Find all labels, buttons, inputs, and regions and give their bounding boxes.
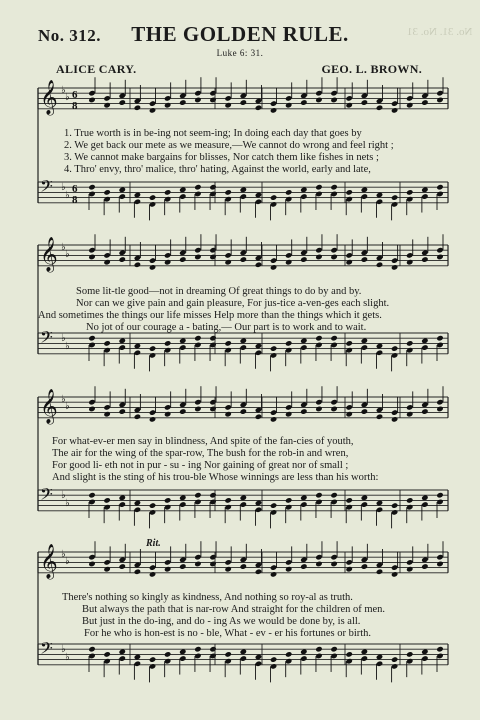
note-head xyxy=(164,411,171,417)
note-head xyxy=(209,335,216,341)
note-head xyxy=(103,411,110,417)
note-head xyxy=(270,194,277,200)
lyric-line: 4. Thro' envy, thro' malice, thro' hating, Against the world, early and late, xyxy=(64,164,371,175)
note-head xyxy=(436,406,443,412)
note-head xyxy=(134,569,141,575)
note-head xyxy=(103,651,110,657)
note-head xyxy=(270,345,277,351)
key-signature-flat: ♭ xyxy=(65,556,70,567)
time-signature-top: 6 xyxy=(72,89,78,101)
note-head xyxy=(436,646,443,652)
note-head xyxy=(209,406,216,412)
note-head xyxy=(346,566,353,572)
note-head xyxy=(224,651,231,657)
note-head xyxy=(346,259,353,265)
note-head xyxy=(436,492,443,498)
note-head xyxy=(361,563,368,569)
note-head xyxy=(376,414,383,420)
note-head xyxy=(103,259,110,265)
note-head xyxy=(346,340,353,346)
note-head xyxy=(346,497,353,503)
note-head xyxy=(346,102,353,108)
key-signature-flat: ♭ xyxy=(65,190,70,201)
note-head xyxy=(436,254,443,260)
note-head xyxy=(255,262,262,268)
note-head xyxy=(330,406,337,412)
bass-clef: 𝄢 xyxy=(40,327,53,351)
note-head xyxy=(224,497,231,503)
lyric-line: For what-ev-er men say in blindness, And spite of the fan-cies of youth, xyxy=(52,436,354,447)
note-head xyxy=(315,492,322,498)
note-head xyxy=(346,189,353,195)
key-signature-flat: ♭ xyxy=(61,333,66,344)
key-signature-flat: ♭ xyxy=(61,242,66,253)
key-signature-flat: ♭ xyxy=(61,394,66,405)
note-head xyxy=(134,105,141,111)
note-head xyxy=(376,105,383,111)
note-head xyxy=(194,254,201,260)
hymn-number: No. 312. xyxy=(38,26,102,45)
lyric-line: 1. True worth is in be-ing not seem-ing; In doing each day that goes by xyxy=(64,128,362,139)
note-head xyxy=(209,97,216,103)
note-head xyxy=(240,408,247,414)
note-head xyxy=(285,651,292,657)
note-head xyxy=(285,259,292,265)
note-head xyxy=(285,340,292,346)
hymn-title: THE GOLDEN RULE. xyxy=(131,22,349,46)
note-head xyxy=(88,406,95,412)
note-head xyxy=(361,408,368,414)
note-head xyxy=(209,254,216,260)
note-head xyxy=(406,189,413,195)
key-signature-flat: ♭ xyxy=(61,182,66,193)
note-head xyxy=(270,656,277,662)
note-head xyxy=(149,345,156,351)
note-head xyxy=(194,184,201,190)
note-head xyxy=(164,102,171,108)
note-head xyxy=(103,340,110,346)
note-head xyxy=(149,502,156,508)
note-head xyxy=(194,492,201,498)
note-head xyxy=(194,646,201,652)
note-head xyxy=(179,99,186,105)
key-signature-flat: ♭ xyxy=(65,92,70,103)
note-head xyxy=(209,184,216,190)
note-head xyxy=(376,262,383,268)
note-head xyxy=(88,97,95,103)
note-head xyxy=(391,416,398,422)
note-head xyxy=(270,571,277,577)
note-head xyxy=(224,102,231,108)
note-head xyxy=(149,194,156,200)
note-head xyxy=(88,561,95,567)
note-head xyxy=(436,184,443,190)
scripture-reference: Luke 6: 31. xyxy=(216,48,264,58)
note-head xyxy=(421,408,428,414)
note-head xyxy=(179,563,186,569)
key-signature-flat: ♭ xyxy=(61,490,66,501)
time-signature-bottom: 8 xyxy=(72,100,78,112)
lyricist-credit: ALICE CARY. xyxy=(56,62,137,76)
note-head xyxy=(391,502,398,508)
lyric-line: There's nothing so kingly as kindness, And nothing so roy-al as truth. xyxy=(62,592,353,603)
note-head xyxy=(406,566,413,572)
note-head xyxy=(330,97,337,103)
note-head xyxy=(103,189,110,195)
lyric-line: 2. We get back our mete as we measure,—We cannot do wrong and feel right ; xyxy=(64,140,394,151)
lyric-line: For he who is hon-est is no - ble, What - ev - er his fortunes or birth. xyxy=(84,628,372,639)
note-head xyxy=(436,561,443,567)
note-head xyxy=(285,189,292,195)
note-head xyxy=(406,651,413,657)
lyric-line: But always the path that is nar-row And straight for the children of men. xyxy=(82,604,386,615)
note-head xyxy=(224,566,231,572)
note-head xyxy=(346,651,353,657)
treble-clef: 𝄞 xyxy=(40,544,58,579)
note-head xyxy=(270,264,277,270)
note-head xyxy=(119,99,126,105)
note-head xyxy=(315,406,322,412)
note-head xyxy=(391,345,398,351)
tempo-mark-rit: Rit. xyxy=(146,538,161,549)
note-head xyxy=(300,408,307,414)
bass-clef: 𝄢 xyxy=(40,484,53,508)
note-head xyxy=(285,411,292,417)
note-head xyxy=(315,335,322,341)
note-head xyxy=(194,561,201,567)
note-head xyxy=(164,497,171,503)
note-head xyxy=(315,97,322,103)
note-head xyxy=(391,194,398,200)
note-head xyxy=(103,102,110,108)
note-head xyxy=(391,107,398,113)
note-head xyxy=(376,569,383,575)
note-head xyxy=(224,259,231,265)
note-head xyxy=(179,408,186,414)
note-head xyxy=(103,497,110,503)
note-head xyxy=(240,256,247,262)
note-head xyxy=(315,646,322,652)
note-head xyxy=(164,340,171,346)
note-head xyxy=(330,184,337,190)
note-head xyxy=(315,184,322,190)
note-head xyxy=(285,566,292,572)
note-head xyxy=(209,492,216,498)
note-head xyxy=(255,105,262,111)
note-head xyxy=(406,497,413,503)
note-head xyxy=(421,563,428,569)
key-signature-flat: ♭ xyxy=(61,644,66,655)
note-head xyxy=(330,646,337,652)
bass-clef: 𝄢 xyxy=(40,176,53,200)
lyric-line: For good li- eth not in pur - su - ing Nor gaining of great nor of small ; xyxy=(52,460,349,471)
note-head xyxy=(330,492,337,498)
note-head xyxy=(361,99,368,105)
note-head xyxy=(164,566,171,572)
note-head xyxy=(300,563,307,569)
lyric-line: The air for the wing of the spar-row, The bush for the rob-in and wren, xyxy=(52,448,349,459)
note-head xyxy=(149,656,156,662)
note-head xyxy=(300,256,307,262)
note-head xyxy=(346,411,353,417)
time-signature-bottom: 8 xyxy=(72,194,78,206)
lyric-line: And slight is the sting of his trou-ble Whose winnings are less than his worth: xyxy=(52,472,379,483)
note-head xyxy=(179,256,186,262)
treble-clef: 𝄞 xyxy=(40,389,58,424)
note-head xyxy=(391,656,398,662)
note-head xyxy=(255,414,262,420)
key-signature-flat: ♭ xyxy=(61,549,66,560)
note-head xyxy=(300,99,307,105)
note-head xyxy=(194,406,201,412)
note-head xyxy=(224,189,231,195)
composer-credit: GEO. L. BROWN. xyxy=(321,62,422,76)
note-head xyxy=(209,646,216,652)
note-head xyxy=(406,411,413,417)
note-head xyxy=(119,408,126,414)
lyric-line: Nor can we give pain and gain pleasure, For jus-tice a-ven-ges each slight. xyxy=(76,298,390,309)
note-head xyxy=(270,502,277,508)
note-head xyxy=(164,651,171,657)
note-head xyxy=(88,335,95,341)
lyric-line: 3. We cannot make bargains for blisses, Nor catch them like fishes in nets ; xyxy=(64,152,379,163)
note-head xyxy=(209,561,216,567)
note-head xyxy=(149,416,156,422)
note-head xyxy=(149,107,156,113)
note-head xyxy=(270,107,277,113)
note-head xyxy=(164,259,171,265)
note-head xyxy=(285,102,292,108)
note-head xyxy=(270,416,277,422)
note-head xyxy=(391,264,398,270)
treble-clef: 𝄞 xyxy=(40,80,58,115)
note-head xyxy=(361,256,368,262)
key-signature-flat: ♭ xyxy=(65,652,70,663)
note-head xyxy=(88,492,95,498)
note-head xyxy=(164,189,171,195)
note-head xyxy=(406,102,413,108)
note-head xyxy=(149,571,156,577)
note-head xyxy=(436,335,443,341)
note-head xyxy=(224,340,231,346)
note-head xyxy=(421,99,428,105)
bleed-through-text: No. 31. No. 31 xyxy=(406,26,472,38)
note-head xyxy=(194,335,201,341)
note-head xyxy=(330,335,337,341)
note-head xyxy=(255,569,262,575)
note-head xyxy=(134,262,141,268)
key-signature-flat: ♭ xyxy=(65,498,70,509)
note-head xyxy=(194,97,201,103)
lyric-line: No jot of our courage a - bating,— Our part is to work and to wait. xyxy=(86,322,367,333)
treble-clef: 𝄞 xyxy=(40,237,58,272)
note-head xyxy=(330,561,337,567)
bass-clef: 𝄢 xyxy=(40,638,53,662)
note-head xyxy=(240,563,247,569)
note-head xyxy=(119,256,126,262)
key-signature-flat: ♭ xyxy=(65,341,70,352)
note-head xyxy=(224,411,231,417)
note-head xyxy=(406,340,413,346)
note-head xyxy=(88,184,95,190)
note-head xyxy=(103,566,110,572)
note-head xyxy=(330,254,337,260)
time-signature-top: 6 xyxy=(72,183,78,195)
key-signature-flat: ♭ xyxy=(61,85,66,96)
note-head xyxy=(285,497,292,503)
note-head xyxy=(436,97,443,103)
key-signature-flat: ♭ xyxy=(65,401,70,412)
note-head xyxy=(406,259,413,265)
key-signature-flat: ♭ xyxy=(65,249,70,260)
lyric-line: But just in the do-ing, and do - ing As we would be done by, is all. xyxy=(82,616,361,627)
note-head xyxy=(88,254,95,260)
note-head xyxy=(315,561,322,567)
note-head xyxy=(88,646,95,652)
note-head xyxy=(315,254,322,260)
lyric-line: And sometimes the things our life misses Help more than the things which it gets. xyxy=(38,310,382,321)
note-head xyxy=(119,563,126,569)
note-head xyxy=(391,571,398,577)
note-head xyxy=(240,99,247,105)
lyric-line: Some lit-tle good—not in dreaming Of great things to do by and by. xyxy=(76,286,362,297)
note-head xyxy=(149,264,156,270)
note-head xyxy=(134,414,141,420)
note-head xyxy=(421,256,428,262)
